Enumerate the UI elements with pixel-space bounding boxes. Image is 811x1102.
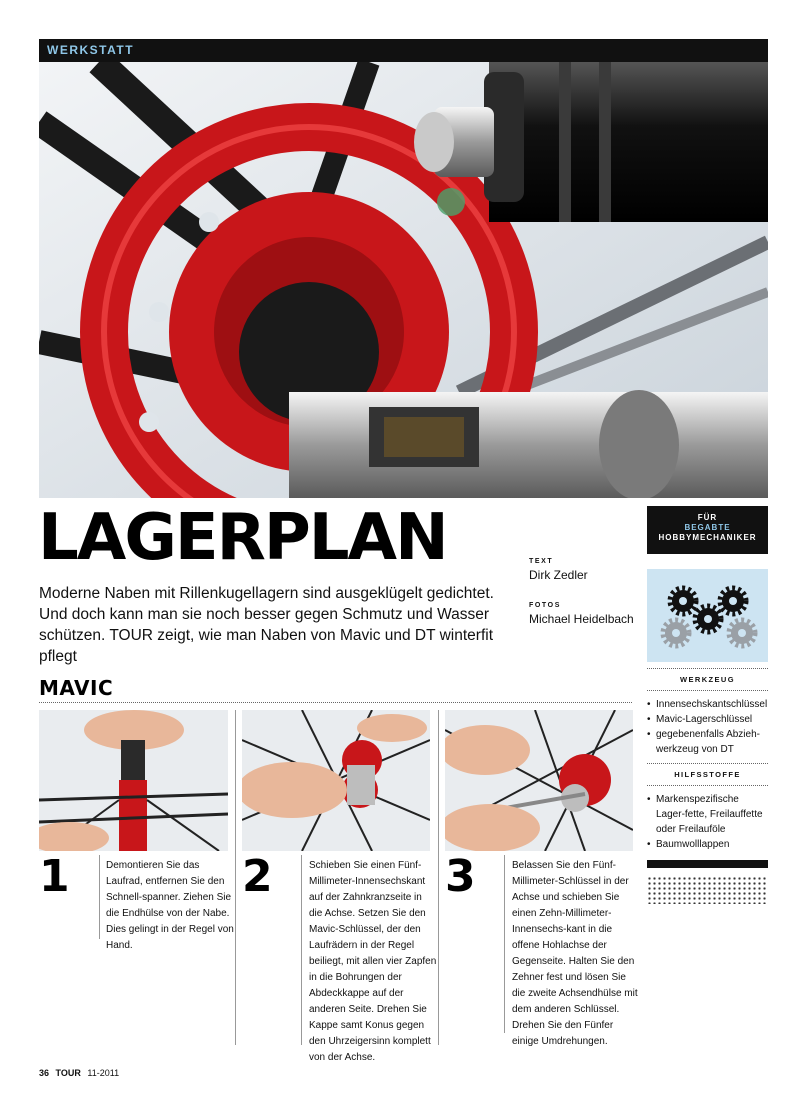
list-item: • Markenspezifische Lager-fette, Freilauffette oder Freilauföle bbox=[647, 792, 768, 837]
folio bbox=[39, 1068, 119, 1078]
sidebar-bottom-bar bbox=[647, 860, 768, 868]
step-3-photo bbox=[445, 710, 633, 851]
step-2-photo bbox=[242, 710, 430, 851]
sidebar-for: FÜR bbox=[697, 513, 718, 522]
supplies-list bbox=[647, 786, 768, 858]
section-label: WERKSTATT bbox=[47, 43, 135, 57]
credits bbox=[529, 558, 634, 626]
step-1-photo bbox=[39, 710, 228, 851]
credit-photo bbox=[529, 602, 634, 626]
hero-photo bbox=[39, 62, 768, 498]
step-3-text: Belassen Sie den Fünf-Millimeter-Schlüssel in der Achse und schieben Sie einen Zehn-Millimeter-Innensechs-kant in die offene Hohlachse der Gegenseite. Halten Sie den Zehner fest und lösen Sie die zweite Achsendhülse mit dem anderen Schlüssel. Drehen Sie den Fünfer einige Umdrehungen. bbox=[512, 860, 638, 1047]
step-2-number: 2 bbox=[242, 851, 273, 902]
credit-text-name: Dirk Zedler bbox=[529, 568, 588, 582]
credit-photo-name: Michael Heidelbach bbox=[529, 612, 634, 626]
step-3-number: 3 bbox=[445, 851, 476, 902]
gears-icon bbox=[647, 569, 768, 662]
tools-title: WERKZEUG bbox=[680, 675, 735, 684]
credit-text bbox=[529, 558, 634, 582]
sidebar-audience-accent: BEGABTE bbox=[684, 523, 731, 532]
list-item: • Baumwolllappen bbox=[647, 837, 768, 852]
folio-magazine: TOUR bbox=[55, 1068, 81, 1078]
step-2-rule bbox=[301, 855, 302, 1045]
subheading: MAVIC bbox=[39, 676, 114, 700]
step-3-rule bbox=[504, 855, 505, 1033]
list-item: • Mavic-Lagerschlüssel bbox=[647, 712, 768, 727]
dot-pattern bbox=[647, 876, 768, 904]
step-1-rule bbox=[99, 855, 100, 939]
step-1-number: 1 bbox=[39, 851, 70, 902]
folio-issue: 11-2011 bbox=[87, 1068, 120, 1078]
column-rule bbox=[438, 710, 439, 1045]
step-1-text: Demontieren Sie das Laufrad, entfernen Sie den Schnell-spanner. Ziehen Sie die Endhülse von der Nabe. Dies gelingt in der Regel von Hand. bbox=[106, 860, 234, 951]
column-rule bbox=[235, 710, 236, 1045]
sidebar-header bbox=[647, 506, 768, 554]
step-2-text: Schieben Sie einen Fünf-Millimeter-Innensechskant auf der Zahnkranzseite in die Achse. Setzen Sie den Mavic-Schlüssel, der den Laufrädern in der Regel beiliegt, mit allen vier Zapfen in die Bohrungen der Abdeckkappe auf der anderen Seite. Drehen Sie Kappe samt Konus gegen den Uhrzeigersinn komplett von der Achse. bbox=[309, 860, 437, 1063]
sidebar-audience: HOBBYMECHANIKER bbox=[658, 533, 757, 542]
headline: LAGERPLAN bbox=[38, 501, 447, 575]
difficulty-sidebar bbox=[647, 506, 768, 904]
folio-page: 36 bbox=[39, 1068, 50, 1078]
section-bar bbox=[39, 39, 768, 62]
tools-list bbox=[647, 691, 768, 763]
supplies-title: HILFSSTOFFE bbox=[674, 770, 741, 779]
list-item: • gegebenenfalls Abzieh-werkzeug von DT bbox=[647, 727, 768, 757]
lead-paragraph: Moderne Naben mit Rillenkugellagern sind ausgeklügelt gedichtet. Und doch kann man sie noch besser gegen Schmutz und Wasser schützen. TOUR zeigt, wie man Naben von Mavic und DT winterfit pflegt bbox=[39, 585, 494, 665]
credit-photo-label: FOTOS bbox=[529, 602, 561, 609]
list-item: • Innensechskantschlüssel bbox=[647, 697, 768, 712]
divider bbox=[39, 702, 632, 703]
credit-text-label: TEXT bbox=[529, 558, 554, 565]
